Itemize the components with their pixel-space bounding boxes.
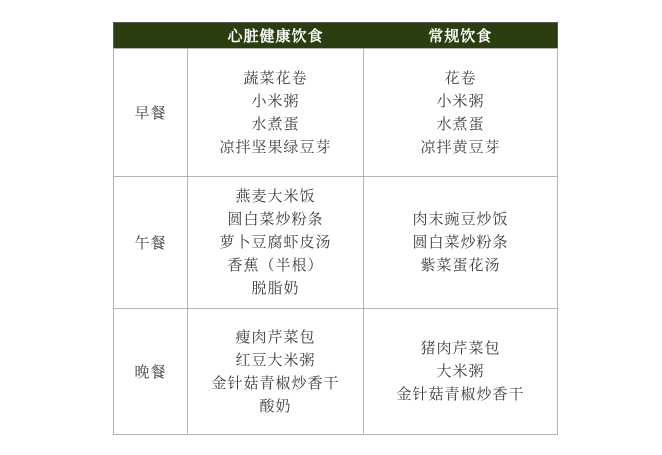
dinner-regular-cell [364, 309, 558, 435]
breakfast-heart-healthy-cell [188, 49, 364, 177]
row-label-cell [114, 177, 188, 309]
meal-item: 紫菜蛋花汤 [420, 257, 501, 274]
meal-item: 圆白菜炒粉条 [412, 234, 509, 251]
table-row-dinner [114, 309, 558, 435]
breakfast-regular-cell [364, 49, 558, 177]
column-header-regular: 常规饮食 [364, 23, 558, 49]
row-label-cell [114, 49, 188, 177]
table-row-lunch [114, 177, 558, 309]
table-row-breakfast [114, 49, 558, 177]
meal-item: 金针菇青椒炒香干 [396, 386, 525, 403]
row-label-cell [114, 309, 188, 435]
meal-item: 红豆大米粥 [235, 351, 316, 369]
meal-item: 脱脂奶 [251, 280, 300, 297]
meal-item: 燕麦大米饭 [235, 188, 316, 205]
meal-item: 猪肉芹菜包 [420, 340, 501, 357]
dinner-heart-healthy-cell [188, 309, 364, 435]
meal-item: 大米粥 [436, 363, 485, 380]
column-header-heart-healthy: 心脏健康饮食 [188, 23, 364, 49]
meal-item: 蔬菜花卷 [243, 69, 308, 87]
meal-item: 圆白菜炒粉条 [227, 211, 324, 228]
meal-item: 瘦肉芹菜包 [235, 328, 316, 346]
meal-item: 酸奶 [259, 397, 292, 415]
meal-item: 金针菇青椒炒香干 [211, 374, 340, 392]
table-header-row [114, 23, 558, 49]
row-label-dinner: 晚餐 [134, 364, 167, 381]
diet-comparison-table [113, 22, 558, 435]
meal-item: 水煮蛋 [436, 115, 485, 133]
meal-item: 凉拌坚果绿豆芽 [219, 138, 332, 156]
meal-item: 凉拌黄豆芽 [420, 138, 501, 156]
lunch-heart-healthy-cell [188, 177, 364, 309]
meal-item: 小米粥 [251, 92, 300, 110]
meal-item: 香蕉（半根） [227, 257, 324, 274]
meal-item: 萝卜豆腐虾皮汤 [219, 234, 332, 251]
meal-item: 肉末豌豆炒饭 [412, 211, 509, 228]
meal-item: 水煮蛋 [251, 115, 300, 133]
corner-cell [114, 23, 188, 49]
lunch-regular-cell [364, 177, 558, 309]
row-label-lunch: 午餐 [134, 235, 167, 252]
meal-item: 花卷 [444, 69, 477, 87]
row-label-breakfast: 早餐 [134, 105, 167, 122]
meal-item: 小米粥 [436, 92, 485, 110]
